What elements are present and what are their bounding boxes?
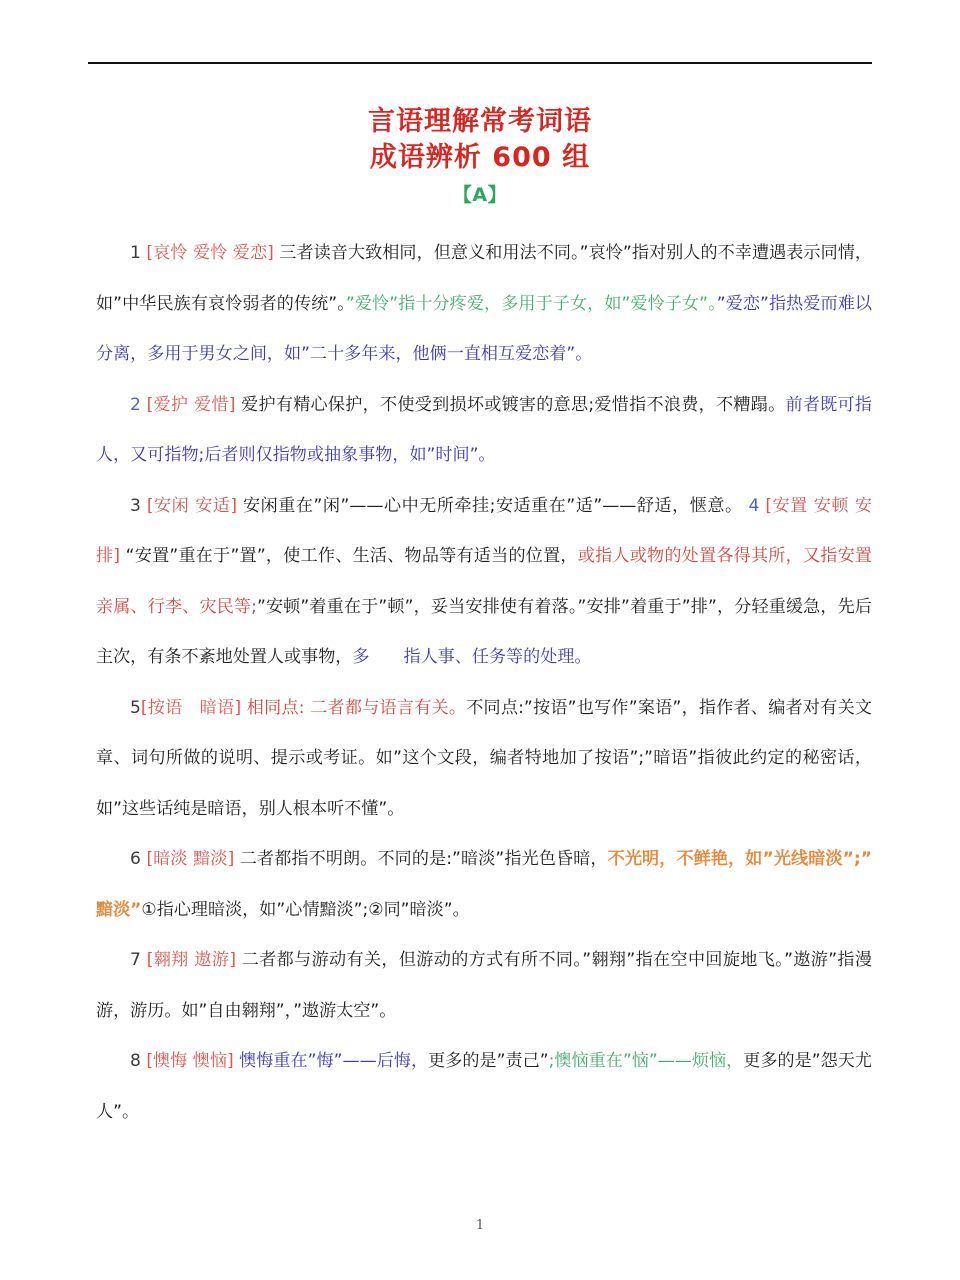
entry-headwords: [安闲 安适]	[146, 495, 238, 516]
entry-number: 4	[748, 495, 760, 516]
header-rule	[88, 62, 872, 64]
entry-7	[96, 935, 872, 1036]
entry-number: 8	[130, 1051, 141, 1071]
page-number-footer: 1	[475, 1218, 485, 1233]
entry-text-black-2: 更多的是”怨天尤人”。	[96, 1051, 872, 1122]
entry-number: 6	[130, 849, 141, 869]
entry-3-and-4	[96, 481, 872, 683]
document-title-line-2: 成语辨析 600 组	[369, 142, 591, 173]
entry-text-green: ”爱怜”指十分疼爱，多用于子女，如”爱怜子女”。	[345, 293, 717, 314]
entry-5	[96, 683, 872, 835]
entry-6	[96, 834, 872, 935]
entry-text-black: 不同点:”按语”也写作”案语”，指作者、编者对有关文章、词句所做的说明、提示或考证。如”这个文段，编者特地加了按语”;”暗语”指彼此约定的秘密话，如”这些话纯是暗语，别人根本听不懂”。	[96, 697, 872, 819]
entry-text-black: 三者读音大致相同，但意义和用法不同。”哀怜”指对别人的不幸遭遇表示同情，如”中华民族有哀怜弱者的传统”。	[96, 243, 873, 314]
entry-8	[96, 1036, 872, 1137]
entry-text-blue: 多	[352, 647, 370, 667]
entry-text-black: “安置”重在于”置”，使工作、生活、物品等有适当的位置，	[120, 546, 578, 566]
entry-text-black: 二者都与游动有关，但游动的方式有所不同。”翱翔”指在空中回旋地飞。”遨游”指漫游，游历。如”自由翱翔”，”遨游太空”。	[96, 950, 872, 1021]
entry-headwords: [爱护 爱惜]	[146, 394, 236, 415]
section-letter-marker: 【A】	[452, 184, 508, 206]
entry-text-black: 安闲重在”闲”——心中无所牵挂;安适重在”适”——舒适，惬意。	[237, 495, 743, 516]
entry-text-orange: 不光明，不鲜艳，如”光线暗淡”;”黯淡”	[96, 849, 872, 920]
entry-text-blue: ”爱恋”指热爱而难以分离，多用于男女之间，如”二十多年来，他俩一直相互爱恋着”。	[96, 293, 873, 364]
entry-headwords: [安置 安顿 安排]	[96, 495, 872, 566]
entry-headwords: [哀怜 爱怜 爱恋]	[146, 243, 274, 263]
entry-text-red: 相同点: 二者都与语言有关。	[241, 697, 467, 718]
entry-text-black-2: ①指心理暗淡，如”心情黯淡”;②同”暗淡”。	[141, 899, 470, 920]
entry-number: 3	[130, 495, 141, 516]
document-title-line-1: 言语理解常考词语	[368, 106, 592, 137]
entry-text-black: 更多的是”责己”	[428, 1051, 549, 1071]
entry-headwords: [按语 暗语]	[140, 697, 242, 718]
entry-text-black: 爱护有精心保护，不使受到损坏或镀害的意思;爱惜指不浪费，不糟蹋。	[235, 394, 786, 415]
entry-headwords: [懊悔 懊恼]	[146, 1051, 234, 1071]
entry-text-blue: 前者既可指人，又可指物;后者则仅指物或抽象事物，如”时间”。	[96, 394, 873, 465]
entry-text-green: ;懊恼重在”恼”——烦恼，	[548, 1051, 744, 1071]
entry-text-red: 或指人或物的处置各得其所，又指安置亲属、行李、灾民等;	[96, 546, 873, 617]
entry-text-black: 二者都指不明朗。不同的是:”暗淡”指光色昏暗，	[234, 849, 608, 869]
entry-number: 1	[130, 243, 141, 263]
entry-number: 2	[130, 394, 141, 415]
entry-1	[96, 228, 872, 380]
title-block	[96, 104, 864, 210]
entry-list	[96, 228, 872, 1137]
entry-number: 5	[130, 697, 141, 718]
entry-2	[96, 380, 872, 481]
entry-headwords: [翱翔 遨游]	[146, 950, 236, 970]
entry-text-black-2: ”安顿”着重在于”顿”，妥当安排使有着落。”安排”着重于”排”，分轻重缓急，先后主次，有条不紊地处置人或事物，	[96, 596, 872, 667]
entry-text-blue-2: 指人事、任务等的处理。	[403, 647, 592, 667]
entry-headwords: [暗淡 黯淡]	[146, 849, 235, 869]
entry-number: 7	[130, 950, 141, 970]
entry-text-blue: 懊悔重在”悔”——后悔，	[233, 1051, 429, 1071]
